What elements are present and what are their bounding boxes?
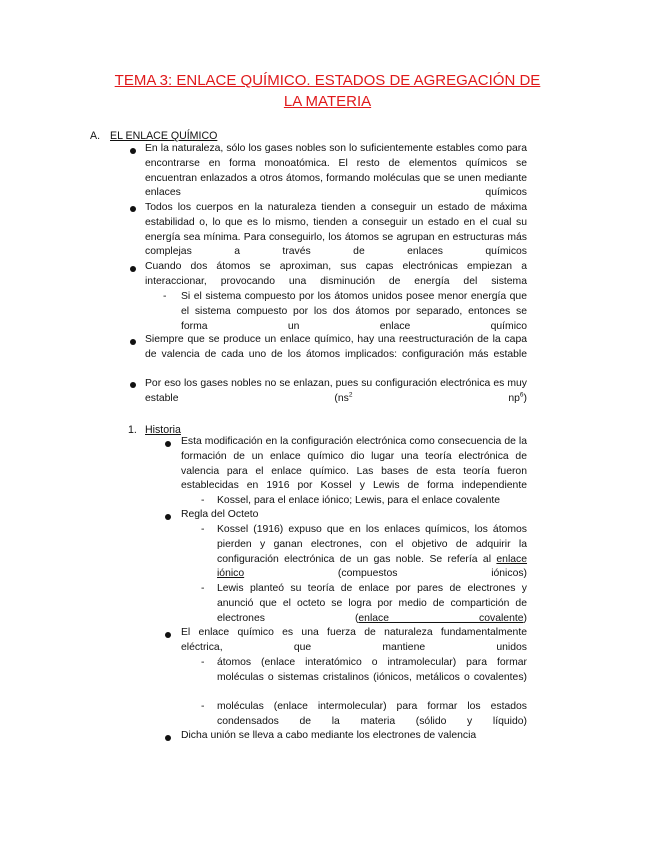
section-a-bullet-4: Siempre que se produce un enlace químico, hay una reestructuración de la capa de valencia de cada uno de los átomos implicados: configuración más estable xyxy=(145,334,527,360)
bullet-dot xyxy=(165,514,171,520)
section-a-bullet-1: En la naturaleza, sólo los gases nobles son lo suficientemente estables como para encontrarse en forma monoatómica. El resto de elementos químicos se encuentran enlazados a otros átomos, formando moléculas que se unen mediante enlaces químicos xyxy=(145,143,527,199)
dash-marker: - xyxy=(201,524,205,535)
dash-marker: - xyxy=(201,495,205,506)
section-a-heading: EL ENLACE QUÍMICO xyxy=(110,130,218,142)
dash-marker: - xyxy=(201,657,205,668)
bullet-dot xyxy=(165,735,171,741)
bullet-dot xyxy=(165,441,171,447)
section-a-bullet-5: Por eso los gases nobles no se enlazan, pues su configuración electrónica es muy estable ($ns^2$ $np^6$) xyxy=(145,378,527,404)
document-title xyxy=(100,70,555,112)
section-1-bullet-3-sub-1: átomos (enlace interatómico o intramolecular) para formar moléculas o sistemas cristalinos (iónicos, metálicos o covalentes) xyxy=(217,657,527,683)
section-a-bullet-3-sub: Si el sistema compuesto por los átomos unidos posee menor energía que el sistema compuesto por los dos átomos por separado, entonces se forma un enlace químico xyxy=(181,291,527,332)
title-line-2: LA MATERIA xyxy=(283,93,372,110)
section-1-bullet-3-sub-2: moléculas (enlace intermolecular) para formar los estados condensados de la materia (sólido y líquido) xyxy=(217,701,527,727)
bullet-dot xyxy=(130,382,136,388)
section-1-bullet-4: Dicha unión se lleva a cabo mediante los electrones de valencia xyxy=(181,730,477,741)
section-a-marker: A. xyxy=(90,130,101,142)
section-1-bullet-2-sub-2: Lewis planteó su teoría de enlace por pares de electrones y anunció que el octeto se logra por medio de compartición de electrones (enlace covalente) xyxy=(217,583,527,624)
enlace-ionico-link: enlace iónico xyxy=(217,553,528,580)
bullet-dot xyxy=(165,632,171,638)
enlace-covalente-link: enlace covalente xyxy=(358,612,524,624)
dash-marker: - xyxy=(201,701,205,712)
section-1-bullet-1-sub: Kossel, para el enlace iónico; Lewis, para el enlace covalente xyxy=(217,495,501,506)
section-a-bullet-3: Cuando dos átomos se aproximan, sus capas electrónicas empiezan a interaccionar, provocando una disminución de energía del sistema xyxy=(145,261,527,287)
section-1-marker: 1. xyxy=(128,424,137,436)
section-1-bullet-2: Regla del Octeto xyxy=(181,509,259,520)
section-a-bullet-2: Todos los cuerpos en la naturaleza tienden a conseguir un estado de máxima estabilidad o, lo que es lo mismo, tienden a conseguir un estado en el cual su energía sea mínima. Para conseguirlo, los átomos se agrupan en estructuras más complejas a través de enlaces químicos xyxy=(145,202,527,258)
bullet-dot xyxy=(130,148,136,154)
bullet-dot xyxy=(130,206,136,212)
section-1-heading: Historia xyxy=(145,424,181,436)
section-1-bullet-3: El enlace químico es una fuerza de naturaleza fundamentalmente eléctrica, que mantiene unidos xyxy=(181,627,527,653)
bullet-dot xyxy=(130,266,136,272)
dash-marker: - xyxy=(163,291,167,302)
section-1-bullet-1: Esta modificación en la configuración electrónica como consecuencia de la formación de un enlace químico dio lugar una teoría electrónica de valencia para el enlace químico. Las bases de esta teoría fueron establecidas en 1916 por Kossel y Lewis de forma independiente xyxy=(181,436,527,492)
section-1-bullet-2-sub-1: Kossel (1916) expuso que en los enlaces químicos, los átomos pierden y ganan electrones, con el objetivo de adquirir la configuración electrónica de un gas noble. Se refería al enlace iónico (compuestos iónicos) xyxy=(217,524,528,580)
bullet-dot xyxy=(130,339,136,345)
dash-marker: - xyxy=(201,583,205,594)
title-line-1: TEMA 3: ENLACE QUÍMICO. ESTADOS DE AGREGACIÓN DE xyxy=(114,72,541,89)
